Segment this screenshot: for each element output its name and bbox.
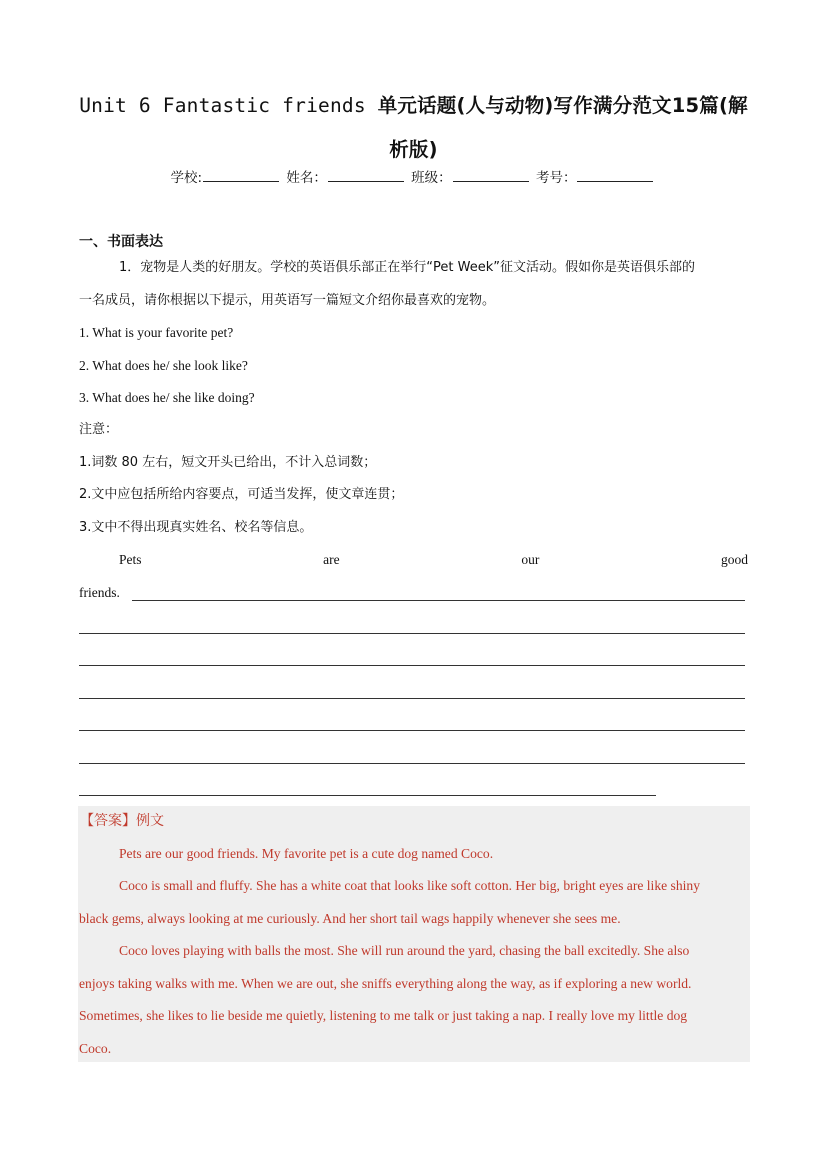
exam-number-blank[interactable] — [577, 169, 653, 182]
answer-label-suffix: 例文 — [136, 813, 164, 829]
answer-paragraph-3 — [79, 935, 745, 1065]
answer-heading — [80, 810, 164, 830]
answer-line: black gems, always looking at me curiously. And her short tail wags happily whenever she sees me. — [79, 910, 621, 926]
answer-line: Coco loves playing with balls the most. She will run around the yard, chasing the ball excitedly. She also — [119, 943, 690, 958]
writing-line[interactable] — [79, 763, 745, 764]
answer-line: Sometimes, she likes to lie beside me quietly, listening to me talk or just taking a nap. I really love my little dog — [79, 1008, 688, 1024]
title-line-1 — [70, 84, 757, 128]
answer-line: Pets are our good friends. My favorite pet is a cute dog named Coco. — [119, 846, 494, 861]
starter-word: are — [323, 552, 340, 567]
answer-label: 【答案】 — [80, 813, 136, 829]
answer-line: enjoys taking walks with me. When we are out, she sniffs everything along the way, as if exploring a new world. — [79, 975, 692, 991]
note-item: 2.文中应包括所给内容要点，可适当发挥，使文章连贯； — [79, 487, 404, 502]
writing-line[interactable] — [79, 730, 745, 731]
starter-end-word: friends. — [79, 585, 120, 600]
note-title: 注意： — [79, 422, 119, 437]
starter-word: Pets — [119, 552, 142, 567]
essay-starter-line — [119, 552, 748, 568]
prompt-item: 1. What is your favorite pet? — [79, 325, 234, 340]
writing-line[interactable] — [79, 665, 745, 666]
writing-line[interactable] — [79, 633, 745, 634]
prompt-list — [79, 317, 749, 415]
starter-word: good — [720, 552, 748, 567]
writing-line[interactable] — [79, 698, 745, 699]
notes — [79, 414, 749, 544]
title-line-2: 析版) — [389, 138, 438, 161]
answer-paragraph-1 — [79, 838, 745, 871]
writing-line[interactable] — [79, 795, 656, 796]
class-label: 班级： — [411, 170, 452, 186]
section-title: 一、书面表达 — [79, 234, 163, 250]
answer-line: Coco is small and fluffy. She has a white coat that looks like soft cotton. Her big, bright eyes are like shiny — [119, 878, 701, 893]
exam-number-label: 考号： — [535, 170, 577, 186]
note-item: 1.词数 80 左右，短文开头已给出，不计入总词数； — [79, 454, 377, 470]
prompt-item: 3. What does he/ she like doing? — [79, 390, 255, 405]
school-blank[interactable] — [203, 169, 279, 182]
writing-line[interactable] — [132, 600, 745, 601]
title-chinese: 单元话题(人与动物)写作满分范文15篇(解 — [377, 94, 748, 117]
answer-paragraph-2 — [79, 870, 745, 935]
prompt-item: 2. What does he/ she look like? — [79, 357, 248, 373]
answer-line: Coco. — [79, 1040, 112, 1056]
starter-word: our — [521, 552, 540, 567]
question-intro — [79, 252, 749, 317]
title-english: Unit 6 Fantastic friends — [79, 94, 378, 117]
student-info-row — [0, 166, 827, 186]
question-intro-line-2: 一名成员，请你根据以下提示，用英语写一篇短文介绍你最喜欢的宠物。 — [79, 292, 496, 308]
question-intro-line-1: 1．宠物是人类的好朋友。学校的英语俱乐部正在举行“Pet Week”征文活动。假如你是英语俱乐部的 — [119, 260, 695, 275]
school-label: 学校: — [170, 170, 203, 186]
name-label: 姓名： — [286, 170, 327, 186]
class-blank[interactable] — [453, 169, 529, 182]
name-blank[interactable] — [328, 169, 404, 182]
document-title — [70, 84, 757, 172]
note-item: 3.文中不得出现真实姓名、校名等信息。 — [79, 519, 313, 535]
